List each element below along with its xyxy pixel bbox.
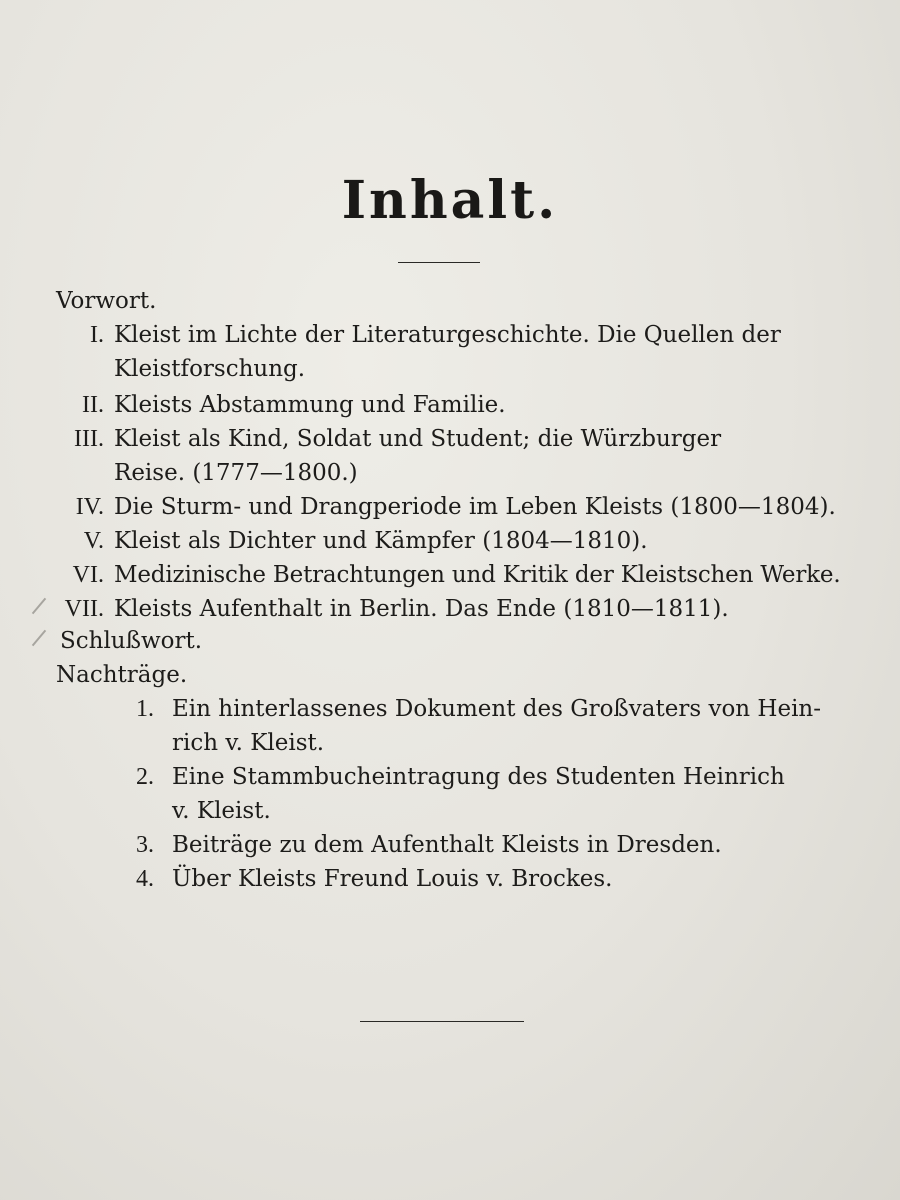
chapter-number: VII.: [64, 596, 104, 622]
addendum-number: 3.: [136, 832, 154, 858]
title-divider: [398, 262, 480, 263]
closing-divider: [360, 1021, 524, 1022]
page-title: Inhalt.: [341, 170, 559, 231]
chapter-title-line: Kleist im Lichte der Literaturgeschichte. Die Quellen der: [114, 322, 781, 348]
pencil-mark: [32, 630, 46, 647]
chapter-title-line: Die Sturm- und Drangperiode im Leben Kleists (1800—1804).: [114, 494, 836, 520]
addendum-number: 1.: [136, 696, 154, 722]
chapter-number: I.: [90, 322, 104, 348]
toc-closing: Schlußwort.: [60, 628, 203, 654]
chapter-title-line: Kleists Abstammung und Familie.: [114, 392, 506, 418]
toc-addenda-heading: Nachträge.: [56, 662, 188, 688]
addendum-title-line: rich v. Kleist.: [172, 730, 325, 756]
addendum-title-line: Beiträge zu dem Aufenthalt Kleists in Dresden.: [172, 832, 722, 858]
chapter-title-line: Kleist als Dichter und Kämpfer (1804—1810).: [114, 528, 648, 554]
addendum-title-line: Über Kleists Freund Louis v. Brockes.: [172, 866, 613, 892]
chapter-title-line: Reise. (1777—1800.): [114, 460, 358, 486]
chapter-number: II.: [82, 392, 104, 418]
addendum-title-line: v. Kleist.: [172, 798, 271, 824]
chapter-title-line: Kleist als Kind, Soldat und Student; die Würzburger: [114, 426, 722, 452]
chapter-number: IV.: [75, 494, 104, 520]
chapter-number: V.: [83, 528, 104, 554]
pencil-mark: [32, 598, 46, 615]
addendum-number: 4.: [136, 866, 154, 892]
addendum-title-line: Ein hinterlassenes Dokument des Großvaters von Hein-: [172, 696, 822, 722]
chapter-number: VI.: [72, 562, 104, 588]
addendum-number: 2.: [136, 764, 154, 790]
toc-preface: Vorwort.: [56, 288, 157, 314]
chapter-number: III.: [74, 426, 104, 452]
chapter-title-line: Kleists Aufenthalt in Berlin. Das Ende (1810—1811).: [114, 596, 729, 622]
chapter-title-line: Kleistforschung.: [114, 356, 306, 382]
addendum-title-line: Eine Stammbucheintragung des Studenten Heinrich: [172, 764, 785, 790]
chapter-title-line: Medizinische Betrachtungen und Kritik der Kleistschen Werke.: [114, 562, 841, 588]
